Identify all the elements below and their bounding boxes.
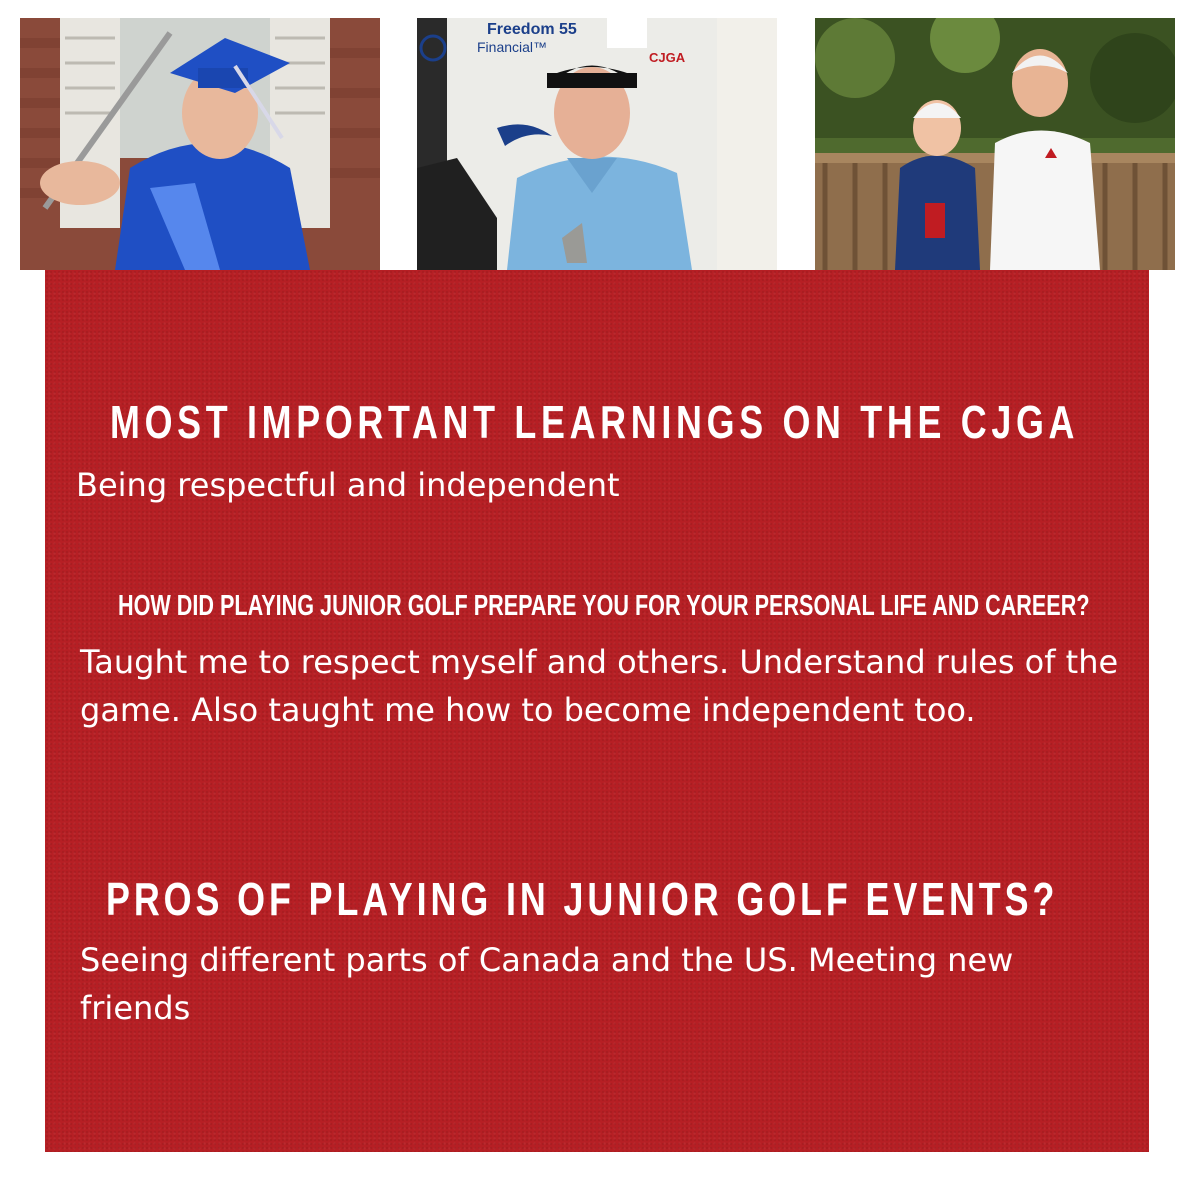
heading-pros-of-junior-golf: PROS OF PLAYING IN JUNIOR GOLF EVENTS? <box>106 873 1059 925</box>
banner-text-2: Financial™ <box>477 39 548 55</box>
photo-gap <box>380 18 417 270</box>
photo-graduate <box>20 18 380 270</box>
photo-golfer-trophy <box>417 18 777 270</box>
heading-junior-golf-preparation: HOW DID PLAYING JUNIOR GOLF PREPARE YOU FOR YOUR PERSONAL LIFE AND CAREER? <box>118 590 1090 622</box>
graduate-photo-icon <box>20 18 380 270</box>
photo-junior-official <box>815 18 1175 270</box>
answer-most-important-learnings: Being respectful and independent <box>76 466 620 504</box>
golfer-trophy-photo-icon <box>417 18 777 270</box>
photo-gap <box>777 18 815 270</box>
banner-text: Freedom 55 <box>487 21 577 38</box>
heading-most-important-learnings: MOST IMPORTANT LEARNINGS ON THE CJGA <box>110 396 1080 448</box>
banner-logo-text: CJGA <box>649 50 686 65</box>
answer-pros-of-junior-golf: Seeing different parts of Canada and the US. Meeting new friends <box>80 941 1014 1027</box>
junior-official-photo-icon <box>815 18 1175 270</box>
answer-junior-golf-preparation: Taught me to respect myself and others. Understand rules of the game. Also taught me how to become independent too. <box>80 643 1119 729</box>
